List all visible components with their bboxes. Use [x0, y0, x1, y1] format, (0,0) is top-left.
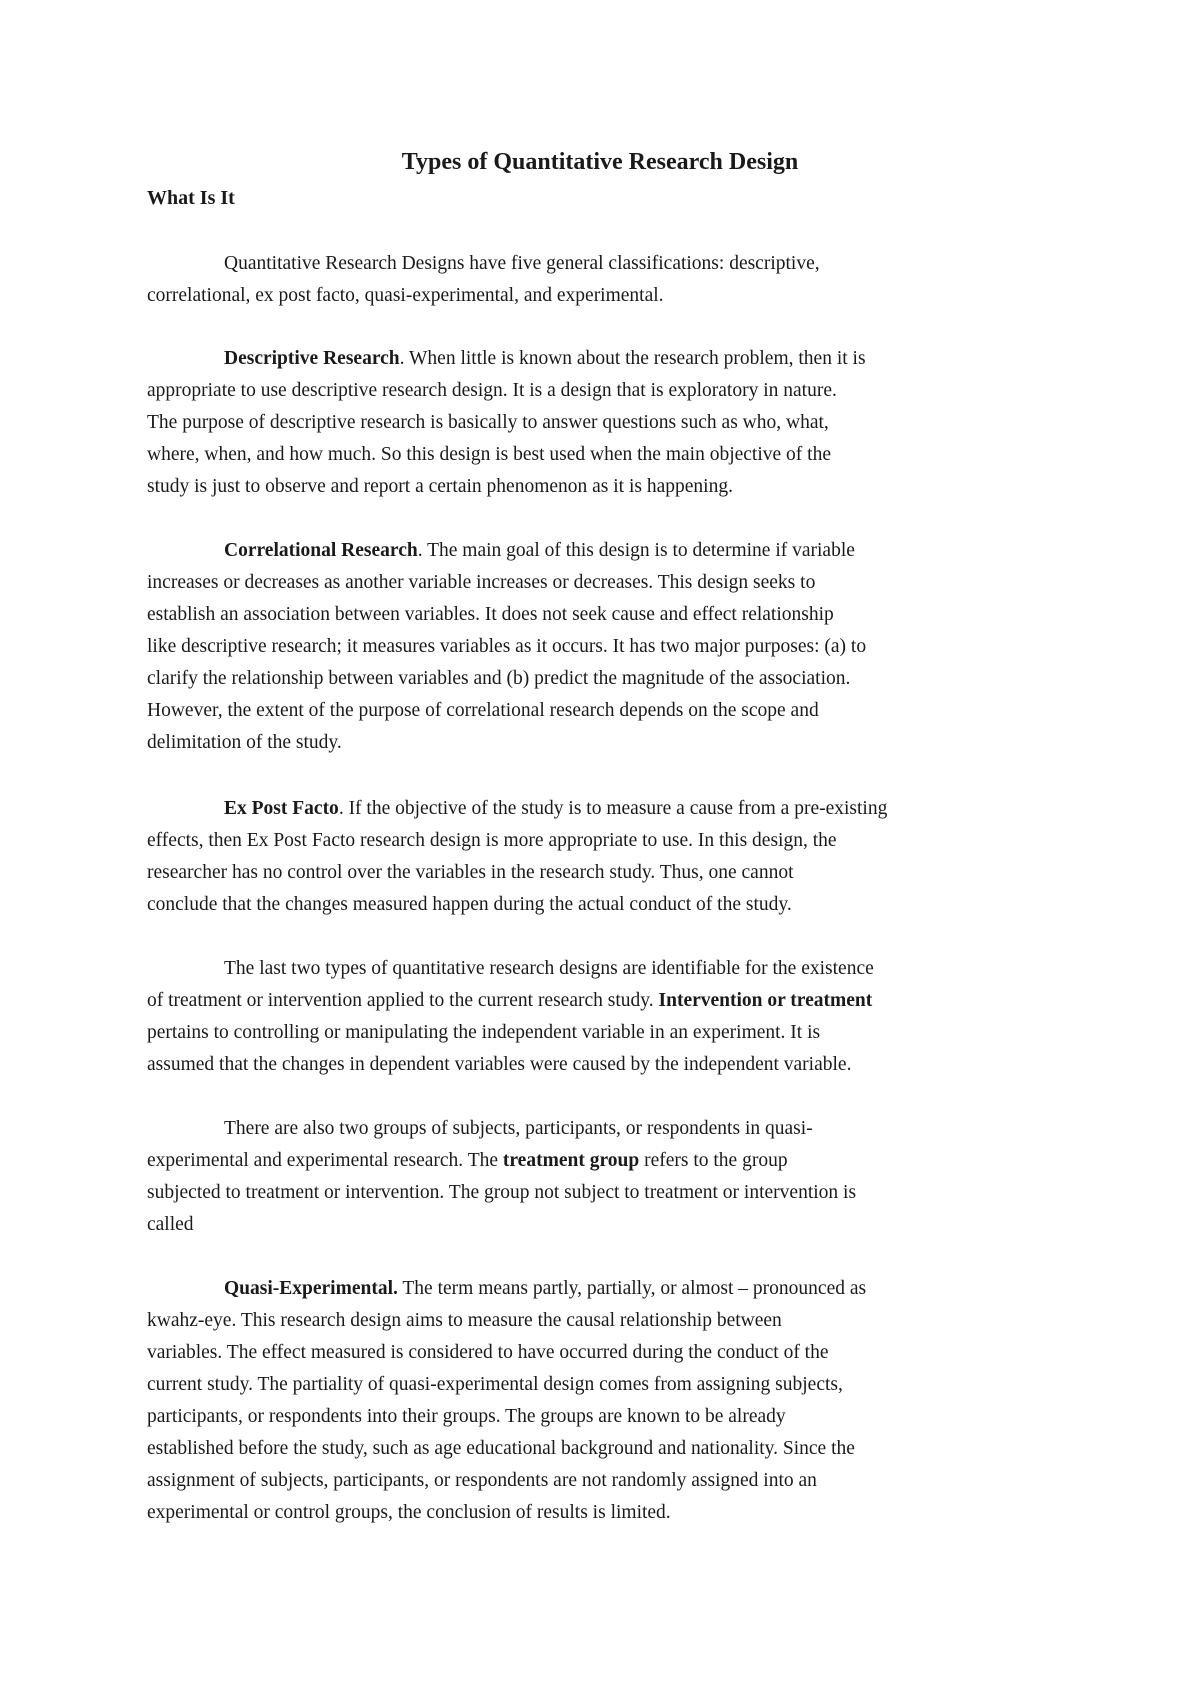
paragraph-line: effects, then Ex Post Facto research design is more appropriate to use. In this design, the — [147, 830, 837, 851]
paragraph-line: called — [147, 1214, 194, 1235]
paragraph-line: Ex Post Facto. If the objective of the study is to measure a cause from a pre-existing — [224, 798, 888, 819]
paragraph-line: appropriate to use descriptive research design. It is a design that is exploratory in nature. — [147, 380, 837, 401]
paragraph-line: of treatment or intervention applied to the current research study. Intervention or treatment — [147, 990, 873, 1011]
paragraph-line: increases or decreases as another variable increases or decreases. This design seeks to — [147, 572, 816, 593]
paragraph-line: Correlational Research. The main goal of this design is to determine if variable — [224, 540, 855, 561]
section-heading: What Is It — [147, 187, 235, 209]
paragraph-line: experimental or control groups, the conclusion of results is limited. — [147, 1502, 671, 1523]
paragraph-line: The purpose of descriptive research is basically to answer questions such as who, what, — [147, 412, 829, 433]
paragraph-line: study is just to observe and report a certain phenomenon as it is happening. — [147, 476, 733, 497]
page-title: Types of Quantitative Research Design — [401, 149, 799, 175]
correlational-paragraph — [147, 535, 1067, 759]
paragraph-line: correlational, ex post facto, quasi-experimental, and experimental. — [147, 285, 664, 306]
paragraph-line: clarify the relationship between variables and (b) predict the magnitude of the association. — [147, 668, 851, 689]
paragraph-line: experimental and experimental research. The treatment group refers to the group — [147, 1150, 788, 1171]
paragraph-line: researcher has no control over the variables in the research study. Thus, one cannot — [147, 862, 794, 883]
term-descriptive: Descriptive Research — [224, 348, 400, 369]
paragraph-line: There are also two groups of subjects, participants, or respondents in quasi- — [224, 1118, 813, 1139]
paragraph-line: establish an association between variables. It does not seek cause and effect relationship — [147, 604, 834, 625]
paragraph-line: delimitation of the study. — [147, 732, 342, 753]
term-quasi-experimental: Quasi-Experimental. — [224, 1278, 398, 1299]
term-intervention-or-treatment: Intervention or treatment — [658, 990, 873, 1011]
intro-paragraph — [147, 248, 1067, 312]
ex-post-facto-paragraph — [147, 793, 1067, 921]
paragraph-line: kwahz-eye. This research design aims to measure the causal relationship between — [147, 1310, 782, 1331]
paragraph-line: assignment of subjects, participants, or respondents are not randomly assigned into an — [147, 1470, 817, 1491]
paragraph-line: Quasi-Experimental. The term means partly, partially, or almost – pronounced as — [224, 1278, 867, 1299]
descriptive-paragraph — [147, 343, 1067, 503]
paragraph-line: pertains to controlling or manipulating the independent variable in an experiment. It is — [147, 1022, 821, 1043]
quasi-experimental-paragraph — [147, 1273, 1067, 1529]
paragraph-line: However, the extent of the purpose of correlational research depends on the scope and — [147, 700, 819, 721]
term-ex-post-facto: Ex Post Facto — [224, 798, 339, 819]
paragraph-line: Descriptive Research. When little is known about the research problem, then it is — [224, 348, 866, 369]
term-correlational: Correlational Research — [224, 540, 418, 561]
paragraph-line: subjected to treatment or intervention. The group not subject to treatment or intervention is — [147, 1182, 857, 1203]
paragraph-line: Quantitative Research Designs have five general classifications: descriptive, — [224, 253, 820, 274]
last-two-types-paragraph — [147, 953, 1067, 1081]
groups-paragraph — [147, 1113, 1067, 1241]
paragraph-line: conclude that the changes measured happen during the actual conduct of the study. — [147, 894, 792, 915]
paragraph-line: variables. The effect measured is considered to have occurred during the conduct of the — [147, 1342, 829, 1363]
paragraph-line: participants, or respondents into their groups. The groups are known to be already — [147, 1406, 786, 1427]
paragraph-line: The last two types of quantitative research designs are identifiable for the existence — [224, 958, 874, 979]
paragraph-line: current study. The partiality of quasi-experimental design comes from assigning subjects, — [147, 1374, 843, 1395]
paragraph-line: where, when, and how much. So this design is best used when the main objective of the — [147, 444, 831, 465]
paragraph-line: like descriptive research; it measures variables as it occurs. It has two major purposes: (a) to — [147, 636, 867, 657]
paragraph-line: assumed that the changes in dependent variables were caused by the independent variable. — [147, 1054, 852, 1075]
paragraph-line: established before the study, such as age educational background and nationality. Since the — [147, 1438, 855, 1459]
term-treatment-group: treatment group — [502, 1150, 640, 1171]
